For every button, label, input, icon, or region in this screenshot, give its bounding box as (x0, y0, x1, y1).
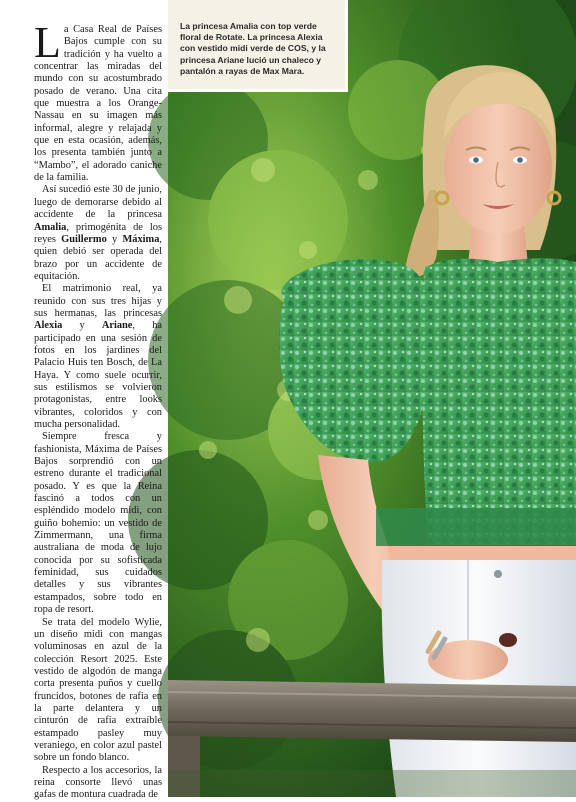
name-guillermo: Guillermo (61, 233, 107, 245)
paragraph-5 (34, 617, 162, 765)
article-body (34, 18, 162, 801)
text-run: y (106, 233, 123, 245)
article-photo (168, 0, 576, 797)
text-run: Siempre fresca y fashionista, Máxima de Países Bajos sorprendió con un estreno durante el tradicional posado. Y es que la Reina fascinó a todos con un espléndido modelo midi, con guiño bohemio: un vestido de Zimmermann, una firma australiana de moda de lujo conocida por su sofisticada feminidad, sus cuidados detalles y sus vibrantes estampados, sobre todo en ropa de resort. (34, 431, 162, 616)
paragraph-4 (34, 431, 162, 616)
text-run: y (62, 320, 102, 332)
name-amalia: Amalia (34, 221, 67, 233)
text-run: , ha participado en una sesión de fotos en los jardines del Palacio Huis ten Bosch, de La Haya. Y como suele ocurrir, sus estilismos se volvieron protagonistas, entre looks vibrantes, coloridos y con mucha personalidad. (34, 320, 162, 430)
text-run: , primogénita de los reyes (34, 221, 162, 245)
text-run: Respecto a los accesorios, la reina consorte llevó unas gafas de montura cuadrada de (34, 764, 162, 801)
photo-caption: La princesa Amalia con top verde floral de Rotate. La princesa Alexia con vestido midi verde de COS, y la princesa Ariane lució un chaleco y pantalón a rayas de Max Mara. (168, 0, 348, 92)
name-maxima: Máxima (122, 233, 160, 245)
name-alexia: Alexia (34, 320, 63, 332)
text-run: , quien debió ser operada del brazo por un accidente de equitación. (34, 233, 162, 282)
paragraph-6 (34, 765, 162, 802)
drop-cap: L (34, 18, 61, 67)
text-run: Así sucedió este 30 de junio, luego de demorarse debido al accidente de la princesa (34, 184, 162, 221)
text-run: Se trata del modelo Wylie, un diseño midi con mangas voluminosas en azul de la colección Resort 2025. Este vestido de algodón de manga corta presenta puños y cuello fruncidos, botones de rafia en la parte delantera y un cinturón de rafia extraíble estampado pasley muy veraniego, en color azul pastel sobre un fondo blanco. (34, 616, 162, 764)
name-ariane: Ariane (101, 320, 133, 332)
paragraph-1 (34, 18, 162, 184)
text-run: El matrimonio real, ya reunido con sus tres hijas y sus hermanas, las princesas (34, 283, 162, 319)
portrait-photo-illustration (168, 0, 576, 797)
paragraph-3 (34, 283, 162, 431)
paragraph-2 (34, 184, 162, 283)
paragraph-text: a Casa Real de Países Bajos cumple con su tradición y ha vuelto a concentrar las miradas del mundo con su acostumbrado posado de verano. Una cita que muestra a los Orange-Nassau en su imagen más informal, alegre y relajada y que en esta ocasión, además, los presenta también junto a “Mambo”, el adorado caniche de la familia. (34, 24, 162, 184)
